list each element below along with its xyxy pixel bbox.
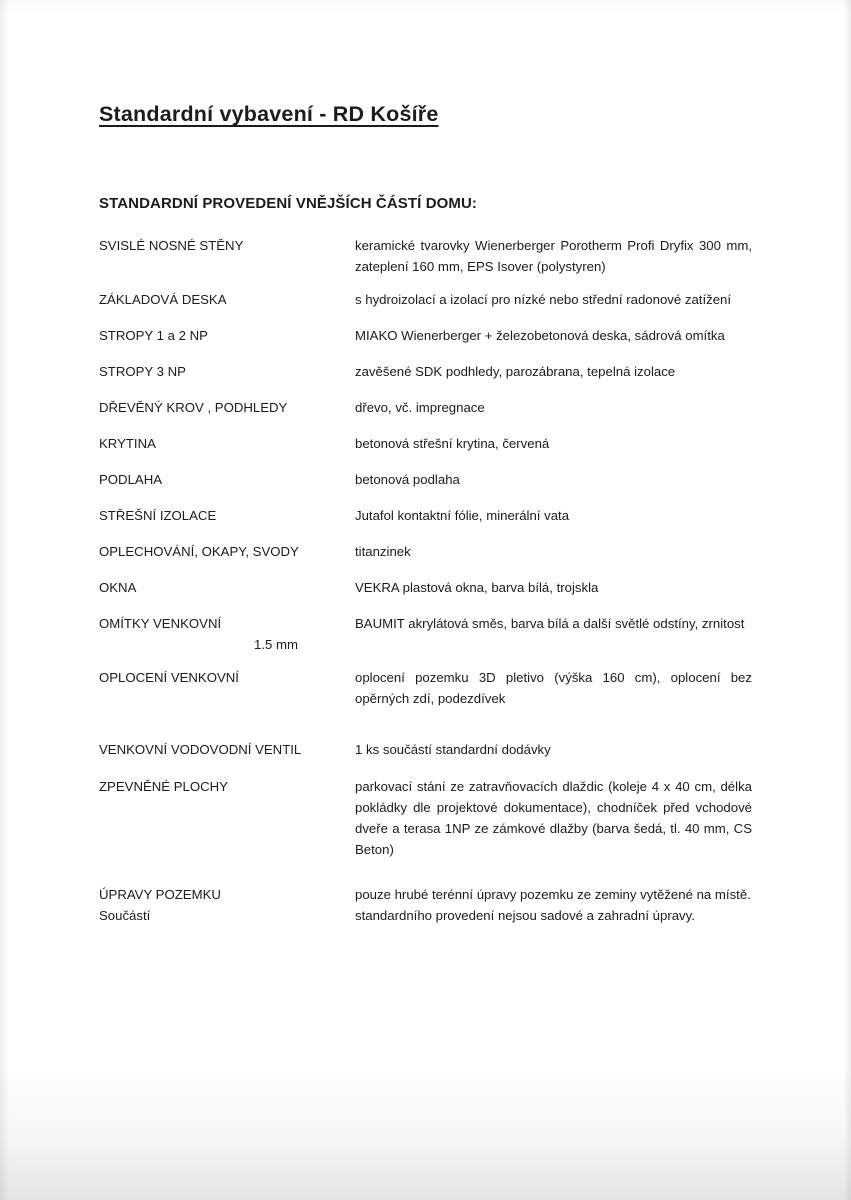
spec-label-text: STROPY 3 NP <box>99 364 186 379</box>
spec-label <box>99 884 355 926</box>
spec-value-text: s hydroizolací a izolací pro nízké nebo střední radonové zatížení <box>355 292 732 307</box>
spec-value <box>355 289 752 310</box>
spec-value-text: Jutafol kontaktní fólie, minerální vata <box>355 508 570 523</box>
spec-row-stropy-1-2-np <box>99 325 752 346</box>
spec-value-text: parkovací stání ze zatravňovacích dlaždic (koleje 4 x 40 cm, délka pokládky dle projektové dokumentace), chodníček před vchodové dveře a terasa 1NP ze zámkové dlažby (barva šedá, tl. 40 mm, CS Beton) <box>355 779 752 857</box>
spec-row-zakladova-deska <box>99 289 752 310</box>
spec-value <box>355 433 752 454</box>
spec-value-text: pouze hrubé terénní úpravy pozemku ze zeminy vytěžené na místě. <box>355 887 751 902</box>
spec-value-text: oplocení pozemku 3D pletivo (výška 160 cm), oplocení bez opěrných zdí, podezdívek <box>355 670 752 706</box>
document-content <box>99 0 752 926</box>
document-title: Standardní vybavení - RD Košíře <box>99 102 439 126</box>
spec-label <box>99 667 355 688</box>
spec-label <box>99 433 355 454</box>
spec-row-upravy-pozemku <box>99 884 752 926</box>
spec-label-text: DŘEVĚNÝ KROV , PODHLEDY <box>99 400 288 415</box>
spec-value-text: 1 ks součástí standardní dodávky <box>355 742 551 757</box>
spec-label <box>99 325 355 346</box>
spec-label-text: ZPEVNĚNÉ PLOCHY <box>99 779 228 794</box>
spec-value-text: zavěšené SDK podhledy, parozábrana, tepelná izolace <box>355 364 676 379</box>
spec-value <box>355 613 752 634</box>
section-heading: STANDARDNÍ PROVEDENÍ VNĚJŠÍCH ČÁSTÍ DOMU: <box>99 195 478 212</box>
spec-label-text: STROPY 1 a 2 NP <box>99 328 208 343</box>
spec-label <box>99 776 355 797</box>
page-shadow-left <box>0 0 9 1200</box>
spec-label <box>99 613 355 655</box>
spec-value <box>355 776 752 860</box>
spec-label <box>99 577 355 598</box>
spec-row-drevenny-krov <box>99 397 752 418</box>
spec-label <box>99 505 355 526</box>
spec-label-note: Součástí <box>99 908 151 923</box>
spec-value-text: VEKRA plastová okna, barva bílá, trojskla <box>355 580 599 595</box>
spec-value-text: dřevo, vč. impregnace <box>355 400 485 415</box>
spec-row-podlaha <box>99 469 752 490</box>
spec-value <box>355 235 752 277</box>
spec-label <box>99 361 355 382</box>
spec-label-text: KRYTINA <box>99 436 156 451</box>
spec-row-omitky-venkovni <box>99 613 752 655</box>
spec-value-text: titanzinek <box>355 544 411 559</box>
spec-value-text: keramické tvarovky Wienerberger Porotherm Profi Dryfix 300 mm, zateplení 160 mm, EPS Isover (polystyren) <box>355 238 752 274</box>
spec-label-text: OPLECHOVÁNÍ, OKAPY, SVODY <box>99 544 299 559</box>
spec-label-text: ZÁKLADOVÁ DESKA <box>99 292 227 307</box>
spec-label <box>99 541 355 562</box>
spec-label-text: OMÍTKY VENKOVNÍ <box>99 616 222 631</box>
spec-label <box>99 289 355 310</box>
spec-value <box>355 469 752 490</box>
spec-label-text: OKNA <box>99 580 137 595</box>
spec-label-text: VENKOVNÍ VODOVODNÍ VENTIL <box>99 742 302 757</box>
spec-value-text: betonová podlaha <box>355 472 460 487</box>
spec-value <box>355 739 752 760</box>
spec-value <box>355 325 752 346</box>
spec-row-oploceni-venkovni <box>99 667 752 709</box>
spec-label-note: 1.5 mm <box>254 637 298 652</box>
spec-row-oplechovani <box>99 541 752 562</box>
spec-label-text: SVISLÉ NOSNÉ STĚNY <box>99 238 244 253</box>
page-shadow-right <box>844 0 851 1200</box>
spec-label <box>99 469 355 490</box>
spec-value <box>355 541 752 562</box>
spec-row-zpevnene-plochy <box>99 776 752 860</box>
spec-label-text: ÚPRAVY POZEMKU <box>99 887 221 902</box>
spec-label-text: PODLAHA <box>99 472 163 487</box>
spec-row-stresni-izolace <box>99 505 752 526</box>
spec-table <box>99 235 752 926</box>
spec-value <box>355 577 752 598</box>
spec-row-krytina <box>99 433 752 454</box>
spec-row-okna <box>99 577 752 598</box>
spec-label <box>99 235 355 256</box>
spec-label <box>99 739 355 760</box>
spec-row-svisle-nosne-steny <box>99 235 752 277</box>
spec-value <box>355 397 752 418</box>
spec-value <box>355 884 752 926</box>
spec-value <box>355 505 752 526</box>
page-shadow-bottom <box>0 1060 851 1200</box>
spec-value <box>355 361 752 382</box>
spec-value-text-2: standardního provedení nejsou sadové a zahradní úpravy. <box>355 908 695 923</box>
spec-value-text: BAUMIT akrylátová směs, barva bílá a další světlé odstíny, zrnitost <box>355 616 745 631</box>
spec-label-text: STŘEŠNÍ IZOLACE <box>99 508 217 523</box>
spec-value-text: MIAKO Wienerberger + železobetonová deska, sádrová omítka <box>355 328 725 343</box>
spec-label <box>99 397 355 418</box>
spec-row-stropy-3-np <box>99 361 752 382</box>
spec-label-text: OPLOCENÍ VENKOVNÍ <box>99 670 239 685</box>
spec-value-text: betonová střešní krytina, červená <box>355 436 550 451</box>
spec-row-venkovni-vodovodni-ventil <box>99 739 752 760</box>
spec-value <box>355 667 752 709</box>
